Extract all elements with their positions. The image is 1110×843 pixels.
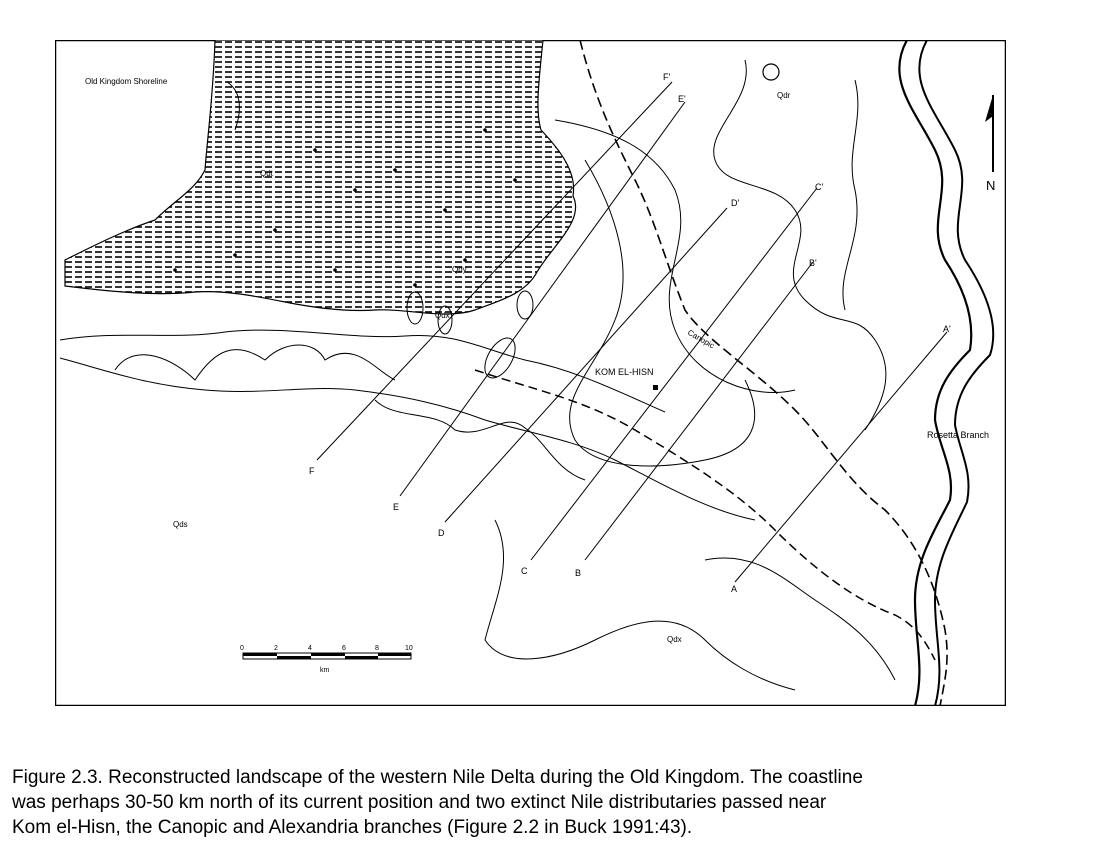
transect-label-c-start: C — [521, 566, 528, 576]
contour-line — [115, 345, 395, 380]
scale-tick-label: 0 — [240, 645, 244, 652]
qds-label: Qds — [173, 520, 188, 529]
contour-line — [570, 160, 755, 466]
north-label: N — [986, 178, 996, 193]
transect-label-a-start: A — [731, 584, 738, 594]
north-arrow-head — [985, 95, 993, 122]
qdx-mid-label: Qdx — [435, 311, 450, 320]
scale-tick-label: 6 — [342, 645, 346, 652]
transect-label-f-start: F — [309, 466, 315, 476]
transect-label-d-start: D — [438, 528, 445, 538]
contour-line — [375, 400, 585, 480]
rosetta-branch-label: Rosetta Branch — [927, 430, 990, 440]
canopic-label: Canopic — [686, 327, 716, 351]
contour-line — [555, 120, 795, 393]
scale-tick-label: 10 — [405, 645, 413, 652]
scale-tick-label: 8 — [375, 645, 379, 652]
contour-line — [705, 558, 895, 680]
kom-el-hisn-marker — [653, 385, 658, 390]
caption-line-1: Figure 2.3. Reconstructed landscape of the western Nile Delta during the Old Kingdom. The coastline — [12, 767, 863, 788]
transect-label-c-end: C' — [815, 182, 824, 192]
caption-line-3: Kom el-Hisn, the Canopic and Alexandria branches (Figure 2.2 in Buck 1991:43). — [12, 817, 693, 838]
scale-unit-label: km — [320, 667, 330, 674]
transect-label-e-end: E' — [678, 94, 686, 104]
qdx-bottom-label: Qdx — [667, 635, 682, 644]
contour-line — [843, 80, 858, 310]
transect-label-f-end: F' — [663, 72, 671, 82]
kom-el-hisn-label: KOM EL-HISN — [595, 367, 654, 377]
transect-label-a-end: A' — [943, 324, 951, 334]
qdt-label: Qdt — [260, 169, 273, 178]
transect-label-d-end: D' — [731, 198, 740, 208]
transect-label-b-start: B — [575, 568, 582, 578]
caption-line-2: was perhaps 30-50 km north of its current position and two extinct Nile distributaries passed near — [12, 792, 827, 813]
scale-tick-label: 2 — [274, 645, 278, 652]
qdy-label: Qdy — [452, 265, 467, 274]
contour-line — [714, 60, 886, 430]
contour-line — [60, 330, 665, 412]
contour-line — [485, 520, 795, 690]
alexandria-branch — [475, 370, 935, 660]
transect-line-a — [735, 332, 947, 582]
old-kingdom-shoreline-label: Old Kingdom Shoreline — [85, 77, 168, 86]
transect-label-e-start: E — [393, 502, 400, 512]
lake-circle — [763, 64, 779, 80]
delta-map — [55, 40, 1006, 706]
figure-caption — [12, 765, 1102, 840]
transect-label-b-end: B' — [809, 258, 817, 268]
scale-bar — [240, 645, 413, 674]
scale-tick-label: 4 — [308, 645, 312, 652]
qdr-label: Qdr — [777, 91, 791, 100]
